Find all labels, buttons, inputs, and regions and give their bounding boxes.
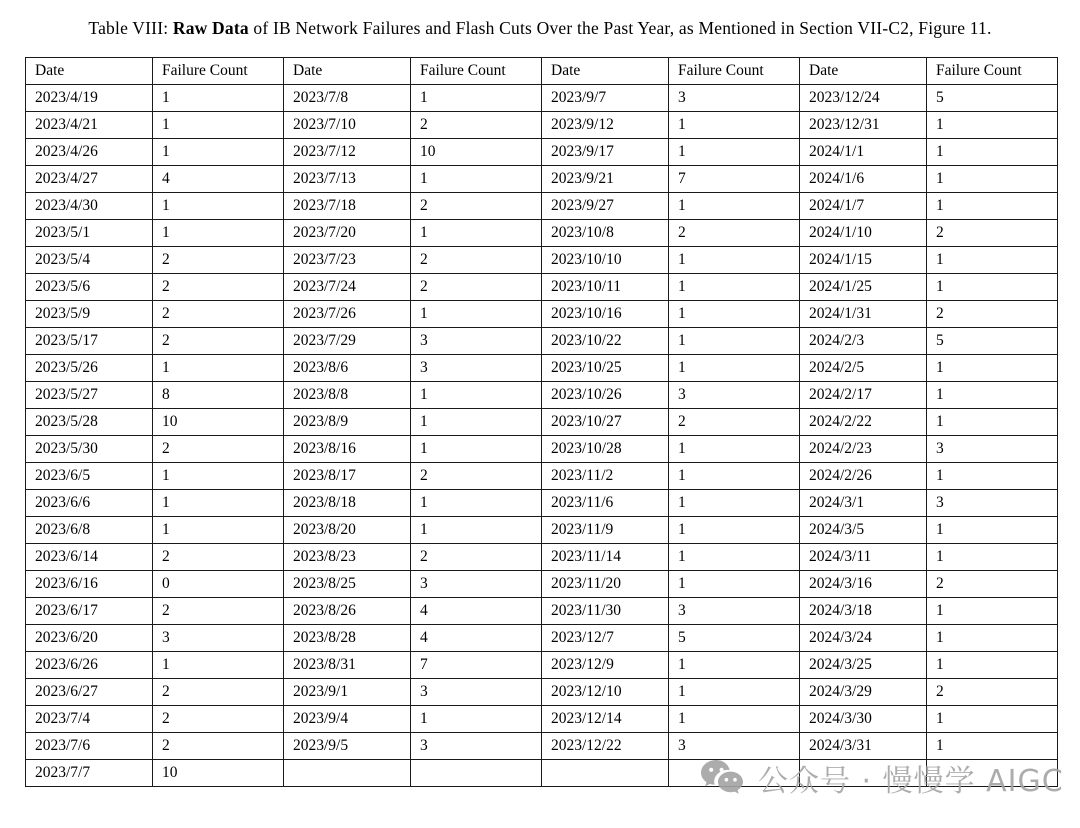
cell-failure-count: 1 <box>927 598 1058 625</box>
cell-failure-count: 5 <box>927 85 1058 112</box>
header-cell-date: Date <box>800 58 927 85</box>
cell-date: 2023/5/4 <box>26 247 153 274</box>
cell-date: 2024/3/5 <box>800 517 927 544</box>
header-cell-failure-count: Failure Count <box>411 58 542 85</box>
cell-date: 2023/7/7 <box>26 760 153 787</box>
cell-date: 2024/3/1 <box>800 490 927 517</box>
cell-failure-count: 3 <box>669 733 800 760</box>
cell-failure-count: 3 <box>927 490 1058 517</box>
cell-date: 2024/1/1 <box>800 139 927 166</box>
cell-date: 2023/8/31 <box>284 652 411 679</box>
cell-failure-count <box>927 760 1058 787</box>
table-row <box>26 355 1058 382</box>
cell-failure-count: 1 <box>927 625 1058 652</box>
cell-date: 2023/7/20 <box>284 220 411 247</box>
cell-failure-count: 1 <box>153 220 284 247</box>
cell-date: 2023/5/1 <box>26 220 153 247</box>
cell-date: 2023/11/2 <box>542 463 669 490</box>
cell-date: 2023/9/17 <box>542 139 669 166</box>
table-row <box>26 598 1058 625</box>
cell-date: 2023/4/19 <box>26 85 153 112</box>
cell-failure-count: 2 <box>411 463 542 490</box>
cell-failure-count: 1 <box>669 652 800 679</box>
cell-failure-count: 1 <box>411 490 542 517</box>
cell-failure-count: 4 <box>411 625 542 652</box>
cell-failure-count: 3 <box>927 436 1058 463</box>
table-row <box>26 625 1058 652</box>
cell-date: 2023/8/17 <box>284 463 411 490</box>
table-row <box>26 139 1058 166</box>
cell-failure-count: 2 <box>669 220 800 247</box>
cell-failure-count: 2 <box>153 598 284 625</box>
cell-failure-count: 1 <box>153 112 284 139</box>
cell-failure-count: 2 <box>927 679 1058 706</box>
caption-prefix: Table VIII: <box>88 18 173 38</box>
cell-date: 2024/3/29 <box>800 679 927 706</box>
caption-bold-raw-data: Raw Data <box>172 18 249 38</box>
cell-failure-count: 1 <box>411 85 542 112</box>
cell-failure-count: 2 <box>153 328 284 355</box>
header-cell-failure-count: Failure Count <box>153 58 284 85</box>
cell-failure-count: 2 <box>411 112 542 139</box>
cell-date: 2023/4/27 <box>26 166 153 193</box>
cell-failure-count: 2 <box>927 220 1058 247</box>
cell-date: 2023/6/27 <box>26 679 153 706</box>
table-row <box>26 490 1058 517</box>
cell-failure-count: 2 <box>153 301 284 328</box>
cell-failure-count: 3 <box>411 679 542 706</box>
cell-date: 2023/7/4 <box>26 706 153 733</box>
cell-failure-count: 4 <box>411 598 542 625</box>
cell-failure-count: 3 <box>411 571 542 598</box>
table-row <box>26 328 1058 355</box>
cell-date: 2023/7/23 <box>284 247 411 274</box>
table-row <box>26 463 1058 490</box>
cell-date: 2024/3/11 <box>800 544 927 571</box>
cell-date: 2023/5/17 <box>26 328 153 355</box>
cell-failure-count: 1 <box>153 193 284 220</box>
cell-failure-count: 1 <box>411 517 542 544</box>
cell-failure-count: 1 <box>153 85 284 112</box>
table-row <box>26 733 1058 760</box>
table-row <box>26 409 1058 436</box>
cell-failure-count: 2 <box>411 274 542 301</box>
cell-failure-count: 1 <box>153 652 284 679</box>
cell-failure-count: 3 <box>669 85 800 112</box>
cell-date: 2023/10/26 <box>542 382 669 409</box>
cell-failure-count: 1 <box>669 679 800 706</box>
cell-date: 2023/8/6 <box>284 355 411 382</box>
table-row <box>26 112 1058 139</box>
cell-failure-count: 3 <box>411 328 542 355</box>
cell-date: 2023/7/29 <box>284 328 411 355</box>
cell-date: 2023/5/26 <box>26 355 153 382</box>
cell-failure-count: 2 <box>153 274 284 301</box>
cell-failure-count: 2 <box>153 706 284 733</box>
cell-failure-count: 1 <box>411 166 542 193</box>
failure-data-table <box>25 57 1058 787</box>
cell-failure-count: 7 <box>411 652 542 679</box>
cell-date: 2023/7/18 <box>284 193 411 220</box>
cell-failure-count: 1 <box>927 517 1058 544</box>
table-row <box>26 85 1058 112</box>
cell-date: 2023/10/27 <box>542 409 669 436</box>
table-row <box>26 706 1058 733</box>
cell-date: 2024/2/26 <box>800 463 927 490</box>
cell-failure-count: 10 <box>411 139 542 166</box>
cell-date: 2023/9/5 <box>284 733 411 760</box>
cell-date: 2023/4/30 <box>26 193 153 220</box>
cell-date: 2023/7/10 <box>284 112 411 139</box>
cell-date: 2023/12/22 <box>542 733 669 760</box>
cell-date: 2023/8/9 <box>284 409 411 436</box>
cell-failure-count: 1 <box>153 463 284 490</box>
table-row <box>26 274 1058 301</box>
cell-failure-count: 0 <box>153 571 284 598</box>
cell-failure-count: 5 <box>927 328 1058 355</box>
cell-date: 2024/2/5 <box>800 355 927 382</box>
cell-date: 2023/10/11 <box>542 274 669 301</box>
cell-failure-count: 1 <box>411 409 542 436</box>
cell-date: 2023/6/5 <box>26 463 153 490</box>
cell-date <box>542 760 669 787</box>
cell-failure-count: 1 <box>669 274 800 301</box>
cell-failure-count: 1 <box>411 220 542 247</box>
cell-failure-count: 1 <box>927 247 1058 274</box>
cell-date: 2024/1/7 <box>800 193 927 220</box>
cell-failure-count <box>669 760 800 787</box>
header-cell-failure-count: Failure Count <box>669 58 800 85</box>
cell-date: 2023/10/8 <box>542 220 669 247</box>
cell-date: 2023/7/12 <box>284 139 411 166</box>
cell-date: 2023/11/30 <box>542 598 669 625</box>
cell-failure-count: 1 <box>669 355 800 382</box>
cell-date: 2023/4/26 <box>26 139 153 166</box>
cell-failure-count: 1 <box>927 409 1058 436</box>
cell-failure-count: 2 <box>411 247 542 274</box>
cell-failure-count: 1 <box>927 382 1058 409</box>
cell-date: 2024/1/25 <box>800 274 927 301</box>
cell-failure-count: 2 <box>153 679 284 706</box>
cell-date: 2023/9/27 <box>542 193 669 220</box>
cell-date: 2023/8/25 <box>284 571 411 598</box>
cell-date: 2024/1/6 <box>800 166 927 193</box>
cell-failure-count: 1 <box>153 355 284 382</box>
cell-date: 2024/1/15 <box>800 247 927 274</box>
cell-failure-count: 3 <box>669 598 800 625</box>
cell-date: 2023/12/14 <box>542 706 669 733</box>
table-row <box>26 301 1058 328</box>
cell-failure-count: 1 <box>669 112 800 139</box>
cell-failure-count: 1 <box>153 490 284 517</box>
header-row <box>26 58 1058 85</box>
table-row <box>26 436 1058 463</box>
cell-date: 2023/10/28 <box>542 436 669 463</box>
cell-date: 2023/11/6 <box>542 490 669 517</box>
cell-failure-count: 1 <box>669 571 800 598</box>
cell-failure-count: 1 <box>153 139 284 166</box>
cell-failure-count: 3 <box>669 382 800 409</box>
cell-failure-count: 1 <box>669 328 800 355</box>
header-cell-failure-count: Failure Count <box>927 58 1058 85</box>
cell-date: 2024/1/31 <box>800 301 927 328</box>
cell-failure-count: 1 <box>669 463 800 490</box>
cell-failure-count: 1 <box>669 490 800 517</box>
cell-date: 2023/12/7 <box>542 625 669 652</box>
header-cell-date: Date <box>26 58 153 85</box>
cell-failure-count <box>411 760 542 787</box>
cell-failure-count: 1 <box>153 517 284 544</box>
cell-failure-count: 8 <box>153 382 284 409</box>
table-row <box>26 571 1058 598</box>
cell-failure-count: 1 <box>411 382 542 409</box>
cell-date: 2023/7/24 <box>284 274 411 301</box>
cell-date: 2024/3/16 <box>800 571 927 598</box>
cell-date: 2023/9/21 <box>542 166 669 193</box>
cell-failure-count: 10 <box>153 760 284 787</box>
cell-date: 2023/12/9 <box>542 652 669 679</box>
table-row <box>26 517 1058 544</box>
cell-date: 2024/3/18 <box>800 598 927 625</box>
cell-date: 2023/6/17 <box>26 598 153 625</box>
cell-failure-count: 1 <box>669 247 800 274</box>
table-row <box>26 220 1058 247</box>
cell-failure-count: 5 <box>669 625 800 652</box>
cell-failure-count: 1 <box>669 706 800 733</box>
cell-failure-count: 1 <box>669 436 800 463</box>
cell-date: 2024/3/24 <box>800 625 927 652</box>
cell-date: 2023/5/30 <box>26 436 153 463</box>
cell-failure-count: 2 <box>669 409 800 436</box>
cell-failure-count: 1 <box>927 706 1058 733</box>
header-cell-date: Date <box>284 58 411 85</box>
cell-date: 2024/2/17 <box>800 382 927 409</box>
cell-date: 2023/8/8 <box>284 382 411 409</box>
cell-date: 2023/10/22 <box>542 328 669 355</box>
cell-date: 2023/10/10 <box>542 247 669 274</box>
cell-date: 2023/4/21 <box>26 112 153 139</box>
cell-failure-count: 7 <box>669 166 800 193</box>
table-row <box>26 544 1058 571</box>
cell-failure-count: 1 <box>927 112 1058 139</box>
table-row <box>26 166 1058 193</box>
cell-date: 2023/6/20 <box>26 625 153 652</box>
cell-date: 2023/6/26 <box>26 652 153 679</box>
cell-failure-count: 1 <box>669 301 800 328</box>
cell-date: 2023/8/20 <box>284 517 411 544</box>
cell-failure-count: 1 <box>411 301 542 328</box>
watermark-text: 公众号 · 慢慢学 AIGC <box>758 764 1064 799</box>
cell-failure-count: 1 <box>927 544 1058 571</box>
cell-date: 2024/2/22 <box>800 409 927 436</box>
cell-date <box>284 760 411 787</box>
cell-date: 2024/3/30 <box>800 706 927 733</box>
table-caption <box>0 18 1080 39</box>
cell-date: 2023/6/6 <box>26 490 153 517</box>
cell-date: 2023/11/14 <box>542 544 669 571</box>
cell-date: 2023/11/9 <box>542 517 669 544</box>
cell-date: 2023/9/7 <box>542 85 669 112</box>
cell-failure-count: 3 <box>411 355 542 382</box>
cell-date: 2024/2/23 <box>800 436 927 463</box>
cell-failure-count: 1 <box>411 436 542 463</box>
table-row <box>26 760 1058 787</box>
cell-failure-count: 1 <box>669 193 800 220</box>
cell-date: 2023/12/10 <box>542 679 669 706</box>
cell-date: 2023/7/6 <box>26 733 153 760</box>
cell-date: 2023/8/28 <box>284 625 411 652</box>
cell-date: 2023/10/16 <box>542 301 669 328</box>
cell-date: 2023/8/18 <box>284 490 411 517</box>
cell-failure-count: 1 <box>927 193 1058 220</box>
cell-failure-count: 2 <box>927 571 1058 598</box>
cell-failure-count: 1 <box>927 733 1058 760</box>
cell-failure-count: 1 <box>669 139 800 166</box>
cell-failure-count: 10 <box>153 409 284 436</box>
cell-date: 2023/5/9 <box>26 301 153 328</box>
cell-failure-count: 2 <box>153 733 284 760</box>
table-row <box>26 247 1058 274</box>
cell-date: 2023/8/23 <box>284 544 411 571</box>
table-row <box>26 193 1058 220</box>
cell-date: 2023/9/4 <box>284 706 411 733</box>
cell-date: 2023/9/12 <box>542 112 669 139</box>
cell-failure-count: 1 <box>669 517 800 544</box>
cell-date: 2023/9/1 <box>284 679 411 706</box>
table-body <box>26 85 1058 787</box>
cell-failure-count: 1 <box>927 355 1058 382</box>
cell-date: 2024/1/10 <box>800 220 927 247</box>
cell-date: 2023/5/28 <box>26 409 153 436</box>
cell-failure-count: 2 <box>411 544 542 571</box>
cell-failure-count: 4 <box>153 166 284 193</box>
cell-failure-count: 1 <box>927 166 1058 193</box>
cell-date: 2023/7/8 <box>284 85 411 112</box>
cell-date: 2023/5/6 <box>26 274 153 301</box>
cell-failure-count: 1 <box>669 544 800 571</box>
cell-date: 2024/3/31 <box>800 733 927 760</box>
cell-date <box>800 760 927 787</box>
cell-failure-count: 1 <box>927 652 1058 679</box>
cell-failure-count: 2 <box>411 193 542 220</box>
cell-failure-count: 2 <box>153 544 284 571</box>
cell-date: 2024/3/25 <box>800 652 927 679</box>
caption-suffix: of IB Network Failures and Flash Cuts Over the Past Year, as Mentioned in Section VII-C2, Figure 11. <box>248 18 992 38</box>
table-row <box>26 382 1058 409</box>
cell-date: 2023/10/25 <box>542 355 669 382</box>
cell-date: 2023/6/14 <box>26 544 153 571</box>
cell-failure-count: 1 <box>927 139 1058 166</box>
cell-date: 2023/7/13 <box>284 166 411 193</box>
cell-failure-count: 3 <box>153 625 284 652</box>
cell-date: 2023/12/31 <box>800 112 927 139</box>
header-cell-date: Date <box>542 58 669 85</box>
cell-date: 2023/8/26 <box>284 598 411 625</box>
cell-date: 2023/7/26 <box>284 301 411 328</box>
cell-date: 2023/11/20 <box>542 571 669 598</box>
cell-failure-count: 2 <box>927 301 1058 328</box>
cell-date: 2023/6/16 <box>26 571 153 598</box>
cell-date: 2023/8/16 <box>284 436 411 463</box>
table-row <box>26 679 1058 706</box>
cell-failure-count: 1 <box>927 274 1058 301</box>
cell-date: 2024/2/3 <box>800 328 927 355</box>
cell-date: 2023/5/27 <box>26 382 153 409</box>
cell-failure-count: 2 <box>153 247 284 274</box>
cell-date: 2023/6/8 <box>26 517 153 544</box>
cell-failure-count: 3 <box>411 733 542 760</box>
table-row <box>26 652 1058 679</box>
cell-failure-count: 1 <box>927 463 1058 490</box>
cell-failure-count: 1 <box>411 706 542 733</box>
cell-failure-count: 2 <box>153 436 284 463</box>
cell-date: 2023/12/24 <box>800 85 927 112</box>
